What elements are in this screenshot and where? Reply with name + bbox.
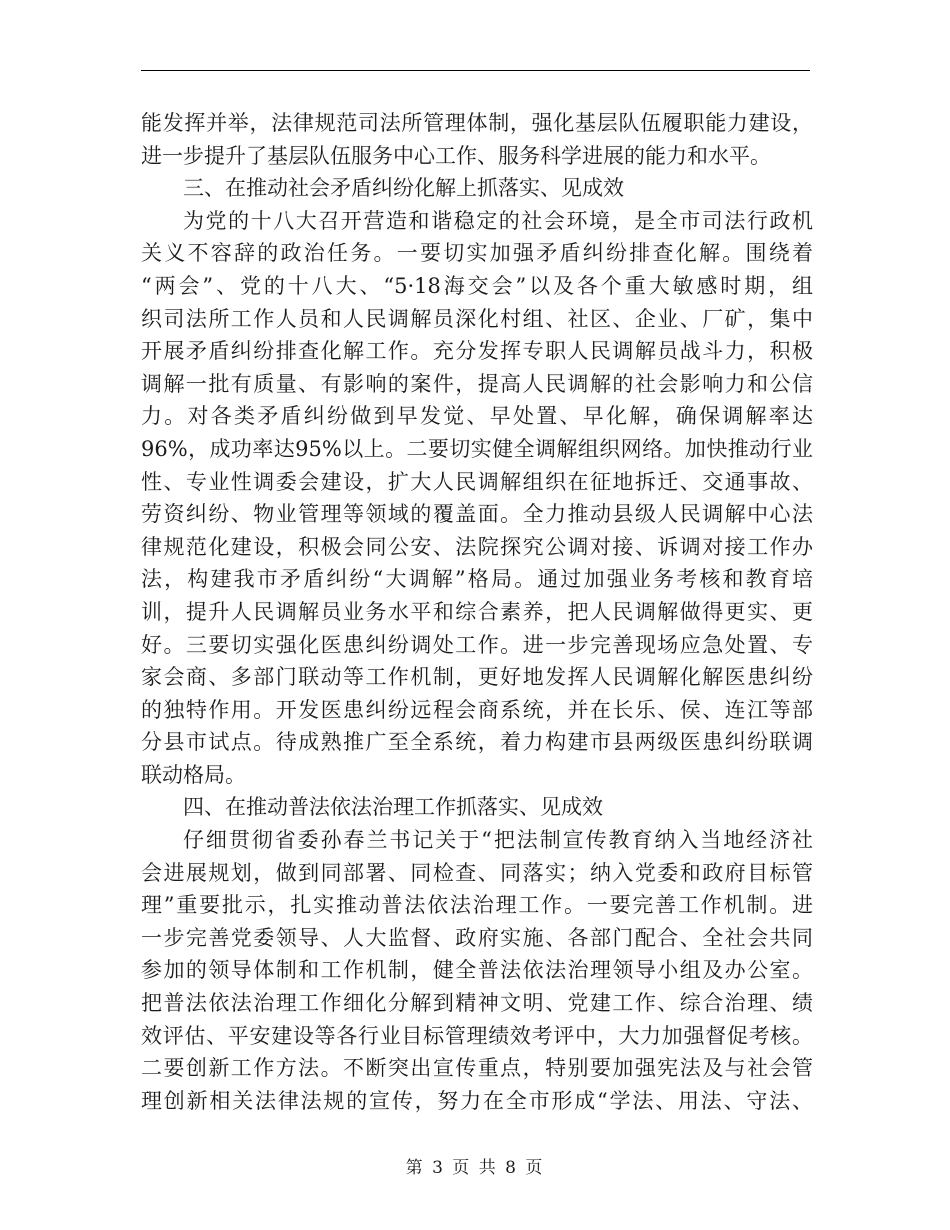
body-line: 一步完善党委领导、人大监督、政府实施、各部门配合、全社会共同 (141, 925, 813, 950)
body-line: 理”重要批示，扎实推动普法依法治理工作。一要完善工作机制。进 (141, 893, 813, 918)
section-heading: 三、在推动社会矛盾纠纷化解上抓落实、见成效 (183, 176, 624, 201)
body-line: 能发挥并举，法律规范司法所管理体制，强化基层队伍履职能力建设， (141, 111, 813, 135)
body-line: 家会商、多部门联动等工作机制，更好地发挥人民调解化解医患纠纷 (141, 665, 813, 690)
body-line: 织司法所工作人员和人民调解员深化村组、社区、企业、厂矿，集中 (141, 306, 813, 331)
body-line: 二要创新工作方法。不断突出宣传重点，特别要加强宪法及与社会管 (141, 1056, 813, 1081)
body-line: 性、专业性调委会建设，扩大人民调解组织在征地拆迁、交通事故、 (141, 469, 813, 494)
body-line: 开展矛盾纠纷排查化解工作。充分发挥专职人民调解员战斗力，积极 (141, 339, 813, 364)
body-line: 律规范化建设，积极会同公安、法院探究公调对接、诉调对接工作办 (141, 534, 813, 559)
body-line: 96%，成功率达95%以上。二要切实健全调解组织网络。加快推动行业 (141, 436, 813, 461)
body-line: 进一步提升了基层队伍服务中心工作、服务科学进展的能力和水平。 (141, 143, 771, 168)
page-number-footer: 第 3 页 共 8 页 (405, 1158, 545, 1178)
body-line: 效评估、平安建设等各行业目标管理绩效考评中，大力加强督促考核。 (141, 1023, 813, 1048)
body-line: 分县市试点。待成熟推广至全系统，着力构建市县两级医患纠纷联调 (141, 730, 813, 755)
body-line: 的独特作用。开发医患纠纷远程会商系统，并在长乐、侯、连江等部 (141, 697, 813, 722)
header-rule (141, 70, 810, 71)
paragraph-first-line: 为党的十八大召开营造和谐稳定的社会环境，是全市司法行政机 (183, 208, 813, 233)
body-line: 训，提升人民调解员业务水平和综合素养，把人民调解做得更实、更 (141, 599, 813, 624)
body-line: 劳资纠纷、物业管理等领域的覆盖面。全力推动县级人民调解中心法 (141, 502, 813, 527)
body-line: “两会”、党的十八大、“5·18海交会”以及各个重大敏感时期，组 (141, 273, 813, 298)
document-body (141, 107, 813, 1117)
body-line: 参加的领导体制和工作机制，健全普法依法治理领导小组及办公室。 (141, 958, 813, 983)
body-line: 把普法依法治理工作细化分解到精神文明、党建工作、综合治理、绩 (141, 991, 813, 1016)
body-line: 联动格局。 (141, 762, 246, 787)
body-line: 理创新相关法律法规的宣传，努力在全市形成“学法、用法、守法、 (141, 1088, 813, 1113)
body-line: 会进展规划，做到同部署、同检查、同落实；纳入党委和政府目标管 (141, 860, 813, 885)
body-line: 关义不容辞的政治任务。一要切实加强矛盾纠纷排查化解。围绕着 (141, 241, 813, 266)
section-heading: 四、在推动普法依法治理工作抓落实、见成效 (183, 795, 603, 820)
body-line: 法，构建我市矛盾纠纷“大调解”格局。通过加强业务考核和教育培 (141, 567, 813, 592)
body-line: 好。三要切实强化医患纠纷调处工作。进一步完善现场应急处置、专 (141, 632, 813, 657)
paragraph-first-line: 仔细贯彻省委孙春兰书记关于“把法制宣传教育纳入当地经济社 (183, 828, 813, 853)
body-line: 力。对各类矛盾纠纷做到早发觉、早处置、早化解，确保调解率达 (141, 404, 813, 429)
body-line: 调解一批有质量、有影响的案件，提高人民调解的社会影响力和公信 (141, 371, 813, 396)
